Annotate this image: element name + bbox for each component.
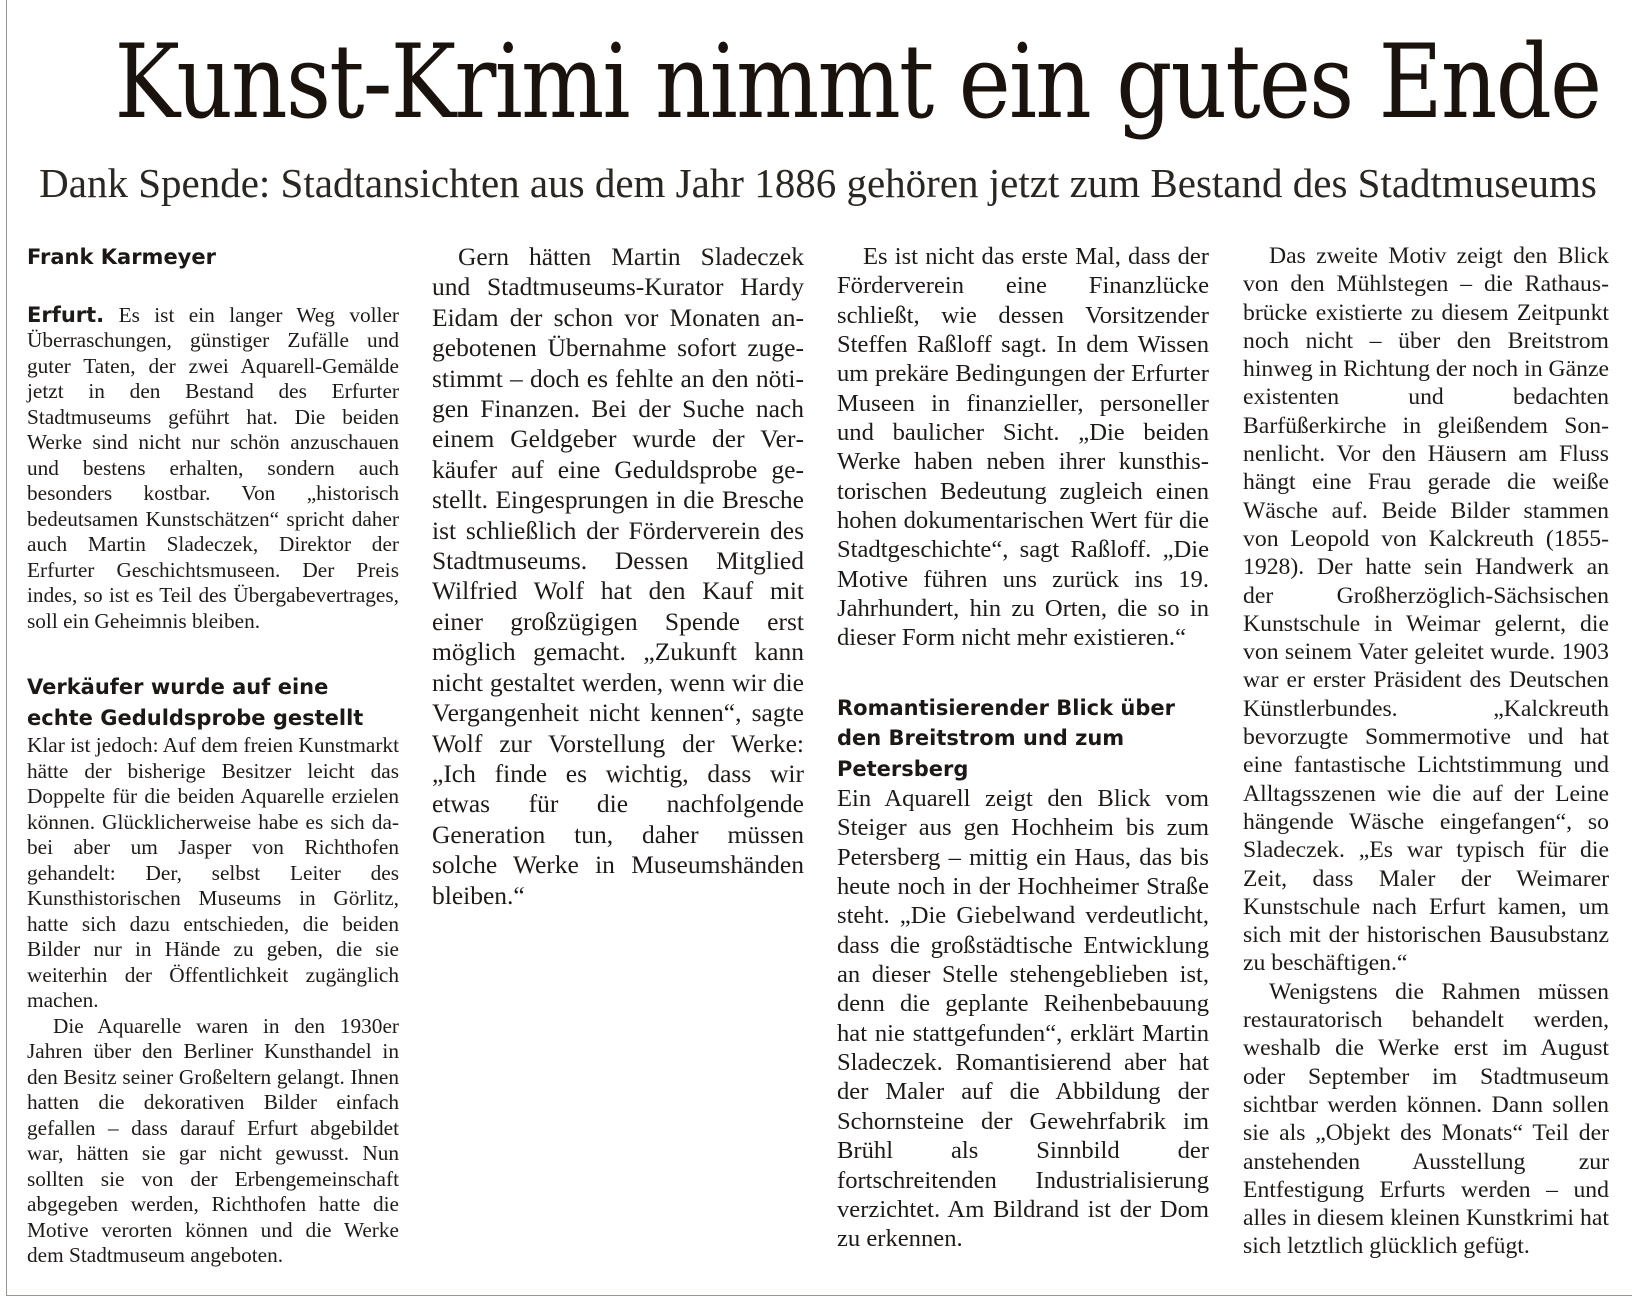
- lead-paragraph-text: Es ist ein langer Weg voller Überraschungen, günstiger Zufälle und guter Taten, der zwei Aquarell-Gemälde jetzt in den Bestand des Erfurter Stadtmuseums geführt hat. Die beiden Werke sind nicht nur schön anzuschauen und bestens erhalten, sondern auch besonders kostbar. Von „historisch bedeutsamen Kunstschätzen“ spricht daher auch Martin Sladeczek, Direktor der Erfurter Geschichtsmuseen. Der Preis indes, so ist es Teil des Übergabevertrages, soll ein Geheimnis bleiben.: [27, 302, 399, 633]
- paragraph-aquarelle-1930er-text: Die Aquarelle waren in den 1930er Jahren über den Berliner Kunsthandel in den Besitz seiner Großeltern gelangt. Ihnen hatten die dekorativen Bilder einfach gefallen – dass darauf Erfurt abgebildet war, hätten sie gar nicht gewusst. Nun sollten sie von der Erbengemeinschaft abgegeben werden, Richthofen hatte die Motive verorten können und die Werke dem Stadtmuseum angeboten.: [27, 1013, 399, 1268]
- article-column-1: [27, 242, 399, 1269]
- paragraph-rahmen: Wenigstens die Rahmen müssen restauratorisch behandelt werden, weshalb die Werke erst im August oder September im Stadtmuseum sichtbar werden können. Dann sollen sie als „Objekt des Monats“ Teil der anstehenden Ausstellung zur Entfestigung Erfurts werden – und alles in diesem kleinen Kunstkrimi hat sich letztlich glücklich gefügt.: [1243, 978, 1609, 1260]
- subheading-breitstrom: Romantisierender Blick über den Breitstrom und zum Petersberg: [837, 695, 1175, 781]
- author-byline: Frank Karmeyer: [27, 245, 216, 269]
- headline: Kunst-Krimi nimmt ein gutes Ende: [114, 23, 1601, 142]
- subheading-geduldsprobe: Verkäufer wurde auf eine echte Geduldsprobe gestellt: [27, 675, 364, 730]
- dateline: Erfurt.: [27, 302, 105, 327]
- article-frame-bottom-rule: [6, 1295, 1632, 1296]
- lead-paragraph: [27, 303, 399, 635]
- paragraph-aquarelle-1930er: [27, 1014, 399, 1269]
- paragraph-foerderverein: Es ist nicht das erste Mal, dass der Förderverein eine Finanzlücke schließt, wie dessen Vorsitzender Steffen Raßloff sagt. In dem Wissen um prekäre Bedingungen der Erfurter Museen in finanzieller, personeller und baulicher Sicht. „Die beiden Werke haben neben ihrer kunsthistorischen Bedeutung zugleich einen hohen dokumentarischen Wert für die Stadtgeschichte“, sagt Raßloff. „Die Motive führen uns zurück ins 19. Jahrhundert, hin zu Orten, die so in dieser Form nicht mehr existieren.“: [837, 243, 1209, 652]
- article-column-4: [1243, 242, 1609, 1261]
- article-column-3: [837, 242, 1209, 1254]
- article-column-2: [432, 242, 804, 911]
- paragraph-zweites-motiv: Das zweite Motiv zeigt den Blick von den Mühlstegen – die Rathausbrücke existierte zu diesem Zeitpunkt noch nicht – über den Breitstrom hinweg in Richtung der noch in Gänze existenten und bedachten Barfüßerkirche in gleißendem Sonnenlicht. Vor den Häusern am Fluss hängt eine Frau gerade die weiße Wäsche auf. Beide Bilder stammen von Leopold von Kalckreuth (1855-1928). Der hatte sein Handwerk an der Großherzöglich-Sächsischen Kunstschule in Weimar gelernt, die von seinem Vater geleitet wurde. 1903 war er erster Präsident des Deutschen Künstlerbundes. „Kalckreuth bevorzugte Sommermotive und hat eine fantastische Lichtstimmung und Alltagsszenen wie die auf der Leine hängende Wäsche eingefangen“, so Sladeczek. „Es war typisch für die Zeit, dass Maler der Weimarer Kunstschule nach Erfurt kamen, um sich mit der historischen Bausubstanz zu beschäftigen.“: [1243, 243, 1609, 977]
- subheadline: Dank Spende: Stadtansichten aus dem Jahr 1886 gehören jetzt zum Bestand des Stadtmuseums: [39, 160, 1597, 206]
- paragraph-finanzierung: Gern hätten Martin Sladeczek und Stadtmuseums-Kurator Hardy Eidam der schon vor Monaten angebotenen Übernahme sofort zugestimmt – doch es fehlte an den nötigen Finanzen. Bei der Suche nach einem Geldgeber wurde der Verkäufer auf eine Geduldsprobe gestellt. Eingesprungen in die Bresche ist schließlich der Förderverein des Stadtmuseums. Dessen Mitglied Wilfried Wolf hat den Kauf mit einer großzügigen Spende erst möglich gemacht. „Zukunft kann nicht gestaltet werden, wenn wir die Vergangenheit nicht kennen“, sagte Wolf zur Vorstellung der Werke: „Ich finde es wichtig, dass wir etwas für die nachfolgende Generation tun, daher müssen solche Werke in Museumshänden bleiben.“: [432, 242, 804, 910]
- paragraph-aquarell-steiger: Ein Aquarell zeigt den Blick vom Steiger aus gen Hochheim bis zum Petersberg – mittig ein Haus, das bis heute noch in der Hochheimer Straße steht. „Die Giebelwand verdeutlicht, dass die großstädtische Entwicklung an dieser Stelle stehengeblieben ist, denn die geplante Reihenbebauung hat nie stattgefunden“, erklärt Martin Sladeczek. Romantisierend aber hat der Maler auf die Abbildung der Schornsteine der Gewehrfabrik im Brühl als Sinnbild der fortschreitenden Industrialisierung verzichtet. Am Bildrand ist der Dom zu erkennen.: [837, 785, 1209, 1253]
- paragraph-kunstmarkt: Klar ist jedoch: Auf dem freien Kunstmarkt hätte der bisherige Besitzer leicht das Doppelte für die beiden Aquarelle erzielen können. Glücklicherweise habe es sich dabei aber um Jasper von Richthofen gehandelt: Der, selbst Leiter des Kunsthistorischen Museums in Görlitz, hatte sich dazu entschieden, die beiden Bilder nur in Hände zu geben, die sie weiterhin der Öffentlichkeit zugänglich machen.: [27, 733, 399, 1013]
